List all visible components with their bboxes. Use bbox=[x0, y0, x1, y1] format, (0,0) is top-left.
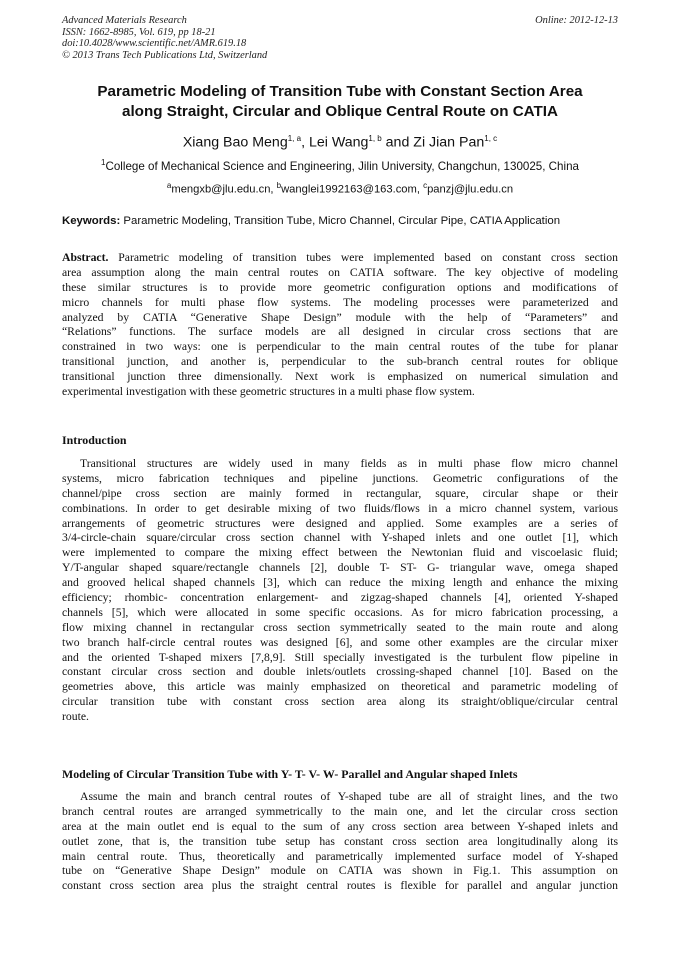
doi-line: doi:10.4028/www.scientific.net/AMR.619.18 bbox=[62, 38, 247, 50]
title-line-2: along Straight, Circular and Oblique Central Route on CATIA bbox=[122, 103, 558, 120]
author-2-affil: 1, b bbox=[368, 134, 382, 143]
body-line: two branch half-circle central routes was designed [6], and some other examples are the circular mixer bbox=[62, 635, 618, 649]
modeling-section bbox=[62, 790, 618, 894]
body-line: were implemented to compare the mixing effect between the Newtonian fluid and viscoelasic fluid; bbox=[62, 546, 618, 560]
body-line: arrangements of geometric structures were designed and applied. Some examples are a series of bbox=[62, 516, 618, 530]
abstract-section bbox=[62, 251, 618, 400]
section-heading-introduction: Introduction bbox=[62, 433, 127, 447]
paper-title bbox=[62, 82, 618, 122]
body-line: channel/pipe cross section are mainly formed in rectangular, square, circular shape or their bbox=[62, 486, 618, 500]
affiliation bbox=[62, 155, 618, 174]
email-b: wanglei1992163@163.com, bbox=[281, 183, 424, 196]
email-marker-b: b bbox=[276, 181, 282, 190]
abstract-line: constrained in two ways: one is perpendicular to the main central routes of the tube for planar bbox=[62, 340, 618, 354]
abstract-label: Abstract. bbox=[62, 251, 109, 264]
abstract-line: transitional junction, and another is, perpendicular to the sub-branch central routes for oblique bbox=[62, 355, 618, 369]
body-line: route. bbox=[62, 710, 89, 724]
body-line: Assume the main and branch central routes of Y-shaped tube are all of straight lines, and the two bbox=[80, 790, 618, 803]
online-date: Online: 2012-12-13 bbox=[535, 15, 618, 26]
body-line: 3/4-circle-chain square/circular cross section channel with Y-shaped inlets and one outlet [1], which bbox=[62, 531, 618, 545]
body-line: constant circular cross section and double inlets/outlets crossing-shaped channel [10]. Based on the bbox=[62, 665, 618, 679]
body-line: systems, micro fabrication techniques and pipeline junctions. Geometric configurations of the bbox=[62, 471, 618, 485]
email-a: mengxb@jlu.edu.cn, bbox=[171, 183, 277, 196]
affiliation-text: College of Mechanical Science and Engineering, Jilin University, Changchun, 130025, China bbox=[105, 159, 579, 173]
author-1: Xiang Bao Meng bbox=[182, 134, 288, 151]
abstract-line: experimental investigation with these geometric structures in a multi phase flow system. bbox=[62, 385, 475, 399]
body-line: circular transition tube with constant cross section area along its straight/oblique/circular central bbox=[62, 695, 618, 709]
journal-name: Advanced Materials Research bbox=[62, 15, 187, 26]
abstract-line: micro channels for multi phase flow systems. The modeling processes were parameterized and bbox=[62, 295, 618, 309]
body-line: main central route. Thus, theoretically and parametrically implemented surface model of Y-shaped bbox=[62, 849, 618, 863]
abstract-line: area assumption along the main central routes on CATIA software. The key objective of modeling bbox=[62, 265, 618, 279]
author-3: Zi Jian Pan bbox=[413, 134, 485, 151]
body-line: constant cross section area plus the straight central routes is flexible for parallel and angular junction bbox=[62, 879, 618, 893]
body-line: geometries above, this article was mainly emphasized on theoretical and parametric modeling of bbox=[62, 680, 618, 694]
body-line: and the oriented T-shaped mixers [7,8,9]. Still specially investigated is the turbulent flow pipeline in bbox=[62, 650, 618, 664]
body-line: efficiency; rhombic- concentration enlargement- and zigzag-shaped channels [4], oriented Y-shaped bbox=[62, 591, 618, 605]
keywords-label: Keywords: bbox=[62, 215, 121, 227]
author-3-affil: 1, c bbox=[484, 134, 498, 143]
body-line: Y/T-angular shaped square/rectangle channels [2], double T- ST- G- triangular wave, omega shaped bbox=[62, 561, 618, 575]
author-2: Lei Wang bbox=[308, 134, 369, 151]
copyright-line: © 2013 Trans Tech Publications Ltd, Switzerland bbox=[62, 49, 268, 61]
author-separator: , bbox=[301, 134, 309, 151]
author-separator: and bbox=[381, 134, 414, 151]
affiliation-marker: 1 bbox=[101, 158, 106, 167]
abstract-line: these similar structures is to provide more geometric configuration options and modifications of bbox=[62, 280, 618, 294]
email-marker-c: c bbox=[423, 181, 428, 190]
body-line: branch central routes are arranged symmetrically to the main one, and let the circular cross section bbox=[62, 804, 618, 818]
section-heading-modeling: Modeling of Circular Transition Tube with Y- T- V- W- Parallel and Angular shaped Inlets bbox=[62, 767, 518, 781]
introduction-section bbox=[62, 457, 618, 725]
author-1-affil: 1, a bbox=[287, 134, 302, 143]
abstract-line: analyzed by CATIA “Generative Shape Design” module with the help of “Parameters” and bbox=[62, 310, 618, 324]
body-line: Transitional structures are widely used in many fields as in multi phase flow micro channel bbox=[80, 457, 618, 470]
body-line: area at the main outlet end is equal to the sum of any cross section area between Y-shaped inlets and bbox=[62, 819, 618, 833]
keywords-text: Parametric Modeling, Transition Tube, Micro Channel, Circular Pipe, CATIA Application bbox=[120, 215, 561, 227]
body-line: combinations. In order to get desirable mixing of two fluids/flows in a micro channel system, various bbox=[62, 501, 618, 515]
abstract-line: “Relations” functions. The surface models are all designed in circular cross sections that are bbox=[62, 325, 618, 339]
body-line: outlet zone, that is, the transition tube setup has constant cross section area longitudinally along its bbox=[62, 834, 618, 848]
journal-header bbox=[62, 15, 618, 61]
keywords bbox=[62, 214, 618, 228]
author-list bbox=[62, 130, 618, 152]
title-line-1: Parametric Modeling of Transition Tube with Constant Section Area bbox=[97, 83, 583, 100]
body-line: and grooved helical shaped channels [3], which can reduce the mixing length and enhance the mixing bbox=[62, 576, 618, 590]
body-line: flow mixing channel in rectangular cross section symmetrically seated to the main route and along bbox=[62, 620, 618, 634]
abstract-line: transitional junction three dimensionally. Next work is emphasized on numerical simulation and bbox=[62, 370, 618, 384]
email-marker-a: a bbox=[166, 181, 172, 190]
body-line: tube on “Generative Shape Design” module on CATIA was shown in Fig.1. This assumption on bbox=[62, 864, 618, 878]
email-c: panzj@jlu.edu.cn bbox=[427, 183, 514, 196]
email-list bbox=[62, 178, 618, 198]
abstract-line: Abstract. Parametric modeling of transition tubes were implemented based on constant cross section bbox=[62, 251, 618, 264]
issn-line: ISSN: 1662-8985, Vol. 619, pp 18-21 bbox=[62, 26, 216, 38]
body-line: channels [5], which were allocated in some specific occasions. As for micro fabrication processing, a bbox=[62, 605, 618, 619]
